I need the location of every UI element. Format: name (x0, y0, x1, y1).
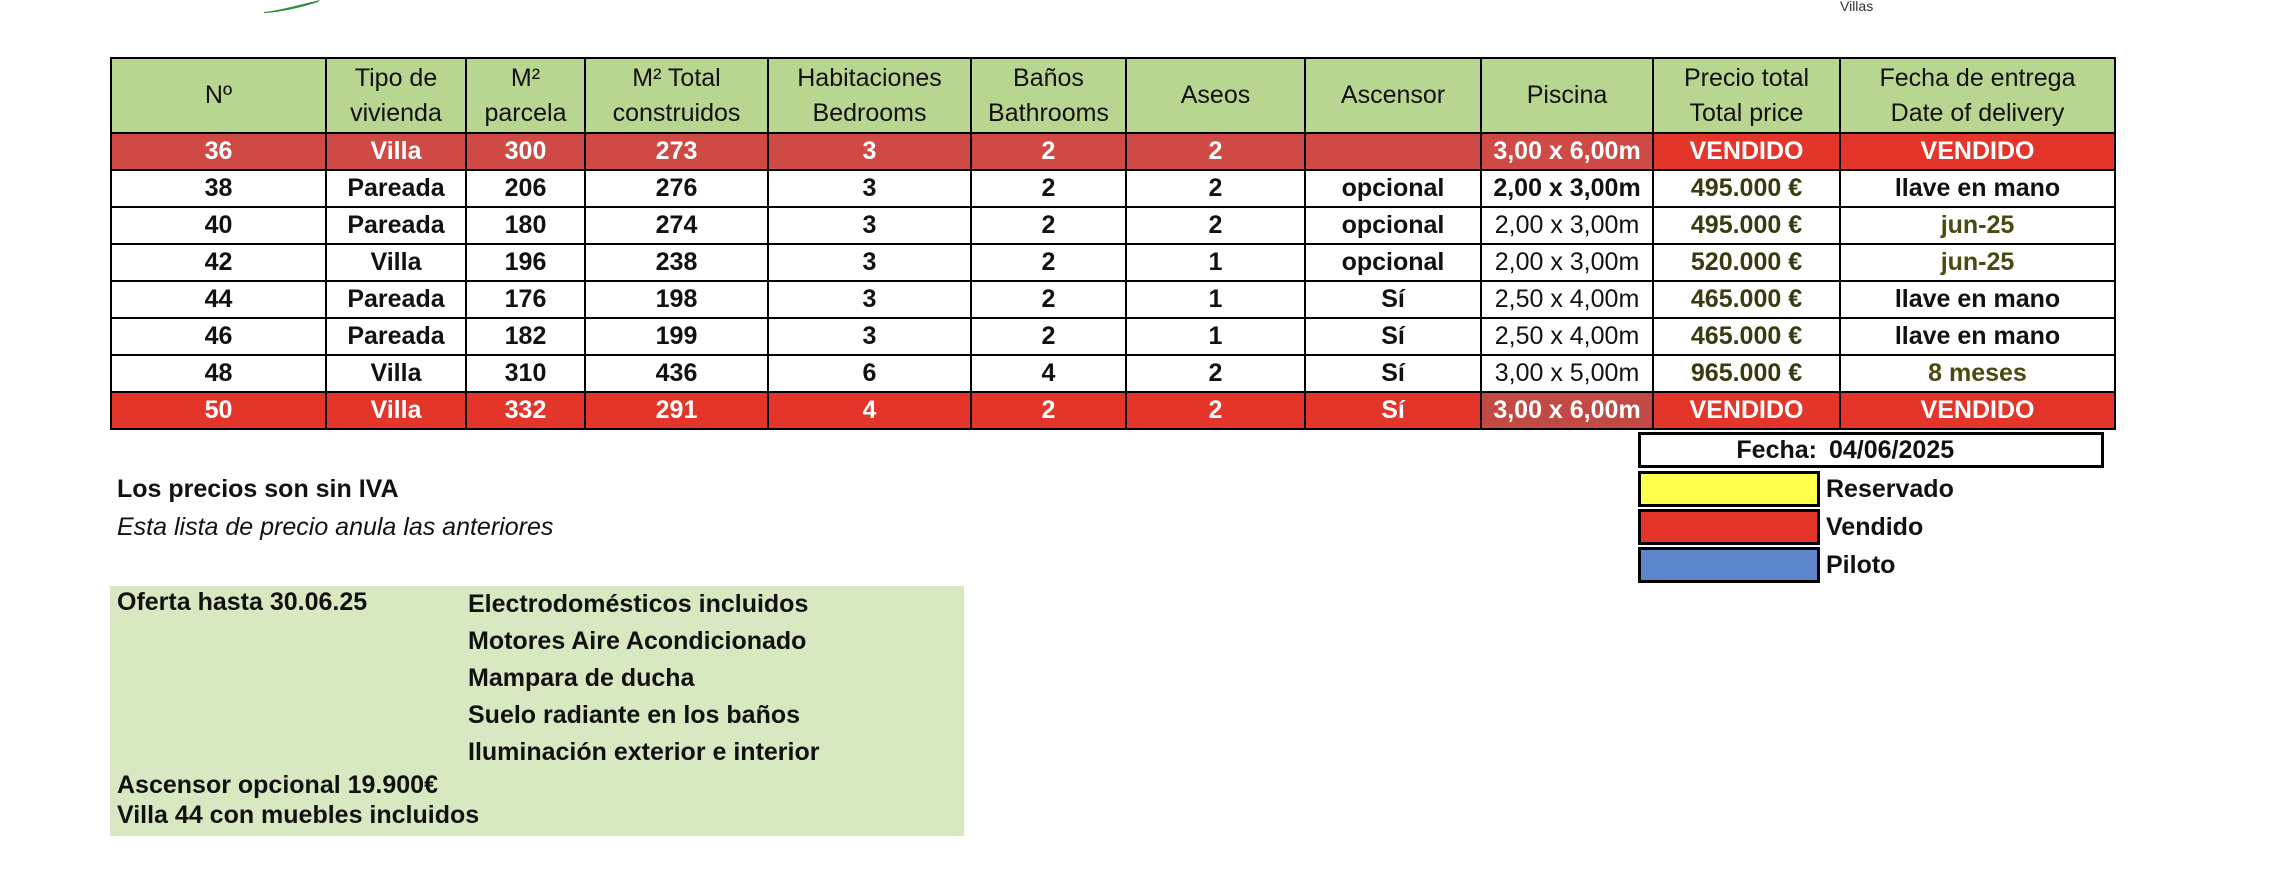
column-header-line: Fecha de entrega (1879, 63, 2076, 92)
cell-n: 42 (111, 244, 326, 281)
legend (1638, 470, 1954, 584)
cell-precio: 465.000 € (1653, 281, 1840, 318)
cell-total: 436 (585, 355, 768, 392)
cell-piscina: 2,00 x 3,00m (1481, 207, 1653, 244)
cell-hab: 3 (768, 133, 971, 170)
cell-parcela: 332 (466, 392, 585, 429)
cell-aseos: 1 (1126, 281, 1305, 318)
cell-total: 273 (585, 133, 768, 170)
cell-total: 199 (585, 318, 768, 355)
offer-item: Mampara de ducha (468, 664, 695, 692)
logo-swoosh-icon (262, 0, 322, 14)
cell-entrega: llave en mano (1840, 281, 2115, 318)
cell-ascensor: opcional (1305, 244, 1481, 281)
column-header (1305, 58, 1481, 133)
column-header-line: Aseos (1180, 81, 1251, 109)
cell-piscina: 2,50 x 4,00m (1481, 318, 1653, 355)
offer-furniture-note: Villa 44 con muebles incluidos (117, 801, 480, 829)
cell-banos: 2 (971, 170, 1126, 207)
column-header-line: construidos (612, 98, 741, 127)
cell-precio: 520.000 € (1653, 244, 1840, 281)
legend-label: Reservado (1826, 474, 1954, 503)
column-header (466, 58, 585, 133)
cell-tipo: Villa (326, 244, 466, 281)
column-header-line: Nº (204, 81, 233, 109)
cell-tipo: Pareada (326, 207, 466, 244)
cell-aseos: 2 (1126, 355, 1305, 392)
cell-precio: VENDIDO (1653, 392, 1840, 429)
cell-entrega: llave en mano (1840, 318, 2115, 355)
cell-tipo: Villa (326, 355, 466, 392)
cell-n: 40 (111, 207, 326, 244)
cell-banos: 4 (971, 355, 1126, 392)
column-header-line: M² Total (632, 63, 721, 92)
column-header-line: Ascensor (1340, 81, 1446, 109)
legend-item-vendido (1638, 508, 1954, 546)
offer-list (468, 588, 819, 773)
column-header (971, 58, 1126, 133)
column-header (1126, 58, 1305, 133)
table-row (111, 133, 2115, 170)
table-row (111, 281, 2115, 318)
date-box (1638, 432, 2104, 468)
column-header-line: Bedrooms (812, 98, 927, 127)
cell-ascensor: Sí (1305, 392, 1481, 429)
column-header (585, 58, 768, 133)
price-table (110, 57, 2116, 430)
legend-swatch (1638, 509, 1820, 545)
offer-title: Oferta hasta 30.06.25 (117, 588, 368, 616)
cell-hab: 3 (768, 170, 971, 207)
cell-parcela: 206 (466, 170, 585, 207)
cell-piscina: 2,00 x 3,00m (1481, 170, 1653, 207)
date-label: Fecha: (1736, 435, 1817, 464)
legend-swatch (1638, 471, 1820, 507)
cell-n: 38 (111, 170, 326, 207)
cell-hab: 3 (768, 244, 971, 281)
cell-precio: VENDIDO (1653, 133, 1840, 170)
cell-banos: 2 (971, 133, 1126, 170)
column-header-line: Habitaciones (797, 63, 942, 92)
cell-tipo: Pareada (326, 318, 466, 355)
cell-entrega: VENDIDO (1840, 392, 2115, 429)
column-header-line: Bathrooms (988, 98, 1109, 127)
cell-banos: 2 (971, 281, 1126, 318)
cell-hab: 3 (768, 318, 971, 355)
cell-total: 291 (585, 392, 768, 429)
cell-ascensor: Sí (1305, 355, 1481, 392)
cell-aseos: 2 (1126, 133, 1305, 170)
cell-aseos: 2 (1126, 207, 1305, 244)
cell-tipo: Pareada (326, 170, 466, 207)
column-header-line: Baños (1013, 63, 1084, 92)
cell-parcela: 176 (466, 281, 585, 318)
cell-banos: 2 (971, 318, 1126, 355)
column-header-line: Date of delivery (1890, 98, 2065, 127)
table-header-row (111, 58, 2115, 133)
offer-item: Electrodomésticos incluidos (468, 590, 809, 618)
cell-parcela: 180 (466, 207, 585, 244)
cell-entrega: jun-25 (1840, 244, 2115, 281)
table-row (111, 355, 2115, 392)
cell-hab: 3 (768, 207, 971, 244)
cell-aseos: 1 (1126, 318, 1305, 355)
cell-total: 238 (585, 244, 768, 281)
cell-hab: 3 (768, 281, 971, 318)
column-header (1840, 58, 2115, 133)
cell-banos: 2 (971, 207, 1126, 244)
cell-entrega: llave en mano (1840, 170, 2115, 207)
brand-text: Villas (1840, 0, 1874, 14)
cell-precio: 465.000 € (1653, 318, 1840, 355)
column-header-line: vivienda (350, 98, 442, 127)
cell-n: 46 (111, 318, 326, 355)
column-header-line: Precio total (1683, 63, 1810, 92)
offer-item: Suelo radiante en los baños (468, 701, 801, 729)
column-header-line: Total price (1689, 98, 1804, 127)
cell-ascensor (1305, 133, 1481, 170)
column-header-line: parcela (484, 98, 567, 127)
cell-piscina: 2,00 x 3,00m (1481, 244, 1653, 281)
cell-aseos: 2 (1126, 170, 1305, 207)
cell-tipo: Pareada (326, 281, 466, 318)
offer-box (110, 586, 964, 836)
cell-ascensor: Sí (1305, 318, 1481, 355)
column-header (1481, 58, 1653, 133)
cell-banos: 2 (971, 392, 1126, 429)
cell-hab: 6 (768, 355, 971, 392)
cell-entrega: jun-25 (1840, 207, 2115, 244)
legend-swatch (1638, 547, 1820, 583)
vat-note: Los precios son sin IVA (117, 475, 399, 503)
cell-parcela: 182 (466, 318, 585, 355)
cell-precio: 495.000 € (1653, 170, 1840, 207)
cell-precio: 495.000 € (1653, 207, 1840, 244)
offer-elevator-note: Ascensor opcional 19.900€ (117, 771, 438, 799)
cell-aseos: 2 (1126, 392, 1305, 429)
cell-entrega: VENDIDO (1840, 133, 2115, 170)
cell-banos: 2 (971, 244, 1126, 281)
cell-n: 36 (111, 133, 326, 170)
cell-tipo: Villa (326, 133, 466, 170)
date-value: 04/06/2025 (1829, 435, 1955, 464)
supersedes-note: Esta lista de precio anula las anteriores (117, 513, 554, 541)
cell-precio: 965.000 € (1653, 355, 1840, 392)
cell-parcela: 196 (466, 244, 585, 281)
cell-n: 50 (111, 392, 326, 429)
column-header (326, 58, 466, 133)
offer-item: Iluminación exterior e interior (468, 738, 820, 766)
cell-ascensor: Sí (1305, 281, 1481, 318)
table-row (111, 392, 2115, 429)
cell-ascensor: opcional (1305, 170, 1481, 207)
table-row (111, 318, 2115, 355)
cell-total: 276 (585, 170, 768, 207)
cell-piscina: 3,00 x 6,00m (1481, 392, 1653, 429)
legend-label: Vendido (1826, 512, 1924, 541)
column-header (768, 58, 971, 133)
cell-piscina: 3,00 x 5,00m (1481, 355, 1653, 392)
offer-item: Motores Aire Acondicionado (468, 627, 807, 655)
column-header (111, 58, 326, 133)
cell-tipo: Villa (326, 392, 466, 429)
cell-hab: 4 (768, 392, 971, 429)
cell-total: 198 (585, 281, 768, 318)
cell-parcela: 300 (466, 133, 585, 170)
column-header-line: Piscina (1526, 81, 1608, 109)
column-header (1653, 58, 1840, 133)
cell-entrega: 8 meses (1840, 355, 2115, 392)
cell-n: 48 (111, 355, 326, 392)
table-row (111, 244, 2115, 281)
table-row (111, 207, 2115, 244)
column-header-line: M² (510, 63, 541, 92)
legend-item-reservado (1638, 470, 1954, 508)
cell-piscina: 3,00 x 6,00m (1481, 133, 1653, 170)
cell-n: 44 (111, 281, 326, 318)
cell-total: 274 (585, 207, 768, 244)
legend-label: Piloto (1826, 550, 1896, 579)
cell-piscina: 2,50 x 4,00m (1481, 281, 1653, 318)
cell-ascensor: opcional (1305, 207, 1481, 244)
column-header-line: Tipo de (354, 63, 438, 92)
cell-parcela: 310 (466, 355, 585, 392)
legend-item-piloto (1638, 546, 1954, 584)
table-row (111, 170, 2115, 207)
cell-aseos: 1 (1126, 244, 1305, 281)
